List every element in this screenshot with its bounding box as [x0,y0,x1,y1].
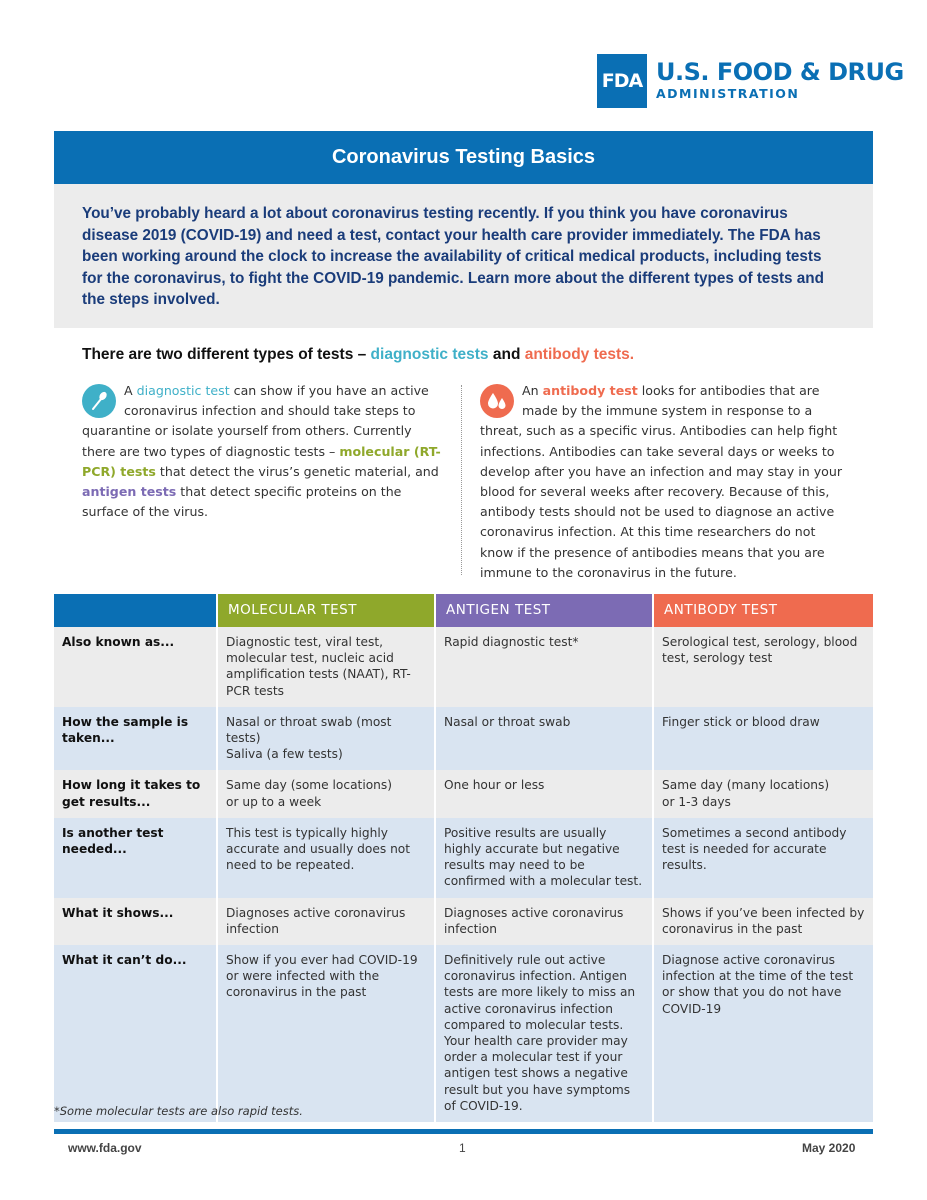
antibody-text-2: looks for antibodies that are made by the immune system in response to a threat, such as a specific virus. Antibodies can help fight infections. Antibodies can take several days or weeks to develop after you have an infection and may stay in your blood for several weeks after recovery. Because of this, antibody tests should not be used to diagnose an active coronavirus infection. At this time researchers do not know if the presence of antibodies means that you are immune to the coronavirus in the future. [480,383,843,580]
diagnostic-test-description [82,381,444,522]
fda-logo [597,54,904,108]
table-row [54,898,873,945]
title-bar [54,131,873,184]
antigen-cell: Positive results are usually highly accurate but negative results may need to be confirmed with a molecular test. [435,818,653,898]
diagnostic-text-2: can show if you have an active coronavirus infection and should take steps to quarantine or isolate yourself from others. Currently there are two types of diagnostic tests – [82,383,429,459]
antigen-cell: Nasal or throat swab [435,707,653,771]
row-label: How long it takes to get results... [54,770,217,817]
heading-text-before: There are two different types of tests – [82,346,371,363]
page-title: Coronavirus Testing Basics [331,146,596,168]
diagnostic-text-3: that detect the virus’s genetic material, and [155,463,439,479]
footer-date: May 2020 [802,1141,856,1155]
table-header-antibody: ANTIBODY TEST [653,594,873,627]
antigen-cell: Rapid diagnostic test* [435,627,653,707]
table-header-antigen: ANTIGEN TEST [435,594,653,627]
row-label: Is another test needed... [54,818,217,898]
footer-bar [54,1129,873,1134]
molecular-cell: Diagnoses active coronavirus infection [217,898,435,945]
diagnostic-text-1: A [124,383,137,398]
column-divider [461,385,462,575]
antibody-cell: Same day (many locations) or 1-3 days [653,770,873,817]
row-label: How the sample is taken... [54,707,217,771]
molecular-term: molecular (RT-PCR) tests [82,443,441,479]
antibody-cell: Shows if you’ve been infected by coronavirus in the past [653,898,873,945]
fda-logo-text [656,59,904,103]
intro-box [54,184,873,328]
antibody-cell: Sometimes a second antibody test is needed for accurate results. [653,818,873,898]
molecular-cell: This test is typically highly accurate and usually does not need to be repeated. [217,818,435,898]
antibody-text-1: An [522,383,543,398]
diagnostic-text-4: that detect specific proteins on the surface of the virus. [82,484,402,520]
diagnostic-term: diagnostic test [136,383,230,398]
antibody-cell: Serological test, serology, blood test, serology test [653,627,873,707]
molecular-cell: Same day (some locations) or up to a week [217,770,435,817]
table-row [54,945,873,1122]
antigen-cell: Definitively rule out active coronavirus infection. Antigen tests are more likely to miss an active coronavirus infection compared to molecular tests. Your health care provider may order a molecular test if your antigen test shows a negative result but you have symptoms of COVID-19. [435,945,653,1122]
row-label: What it can’t do... [54,945,217,1122]
row-label: Also known as... [54,627,217,707]
molecular-cell: Show if you ever had COVID-19 or were infected with the coronavirus in the past [217,945,435,1122]
heading-antibody-term: antibody tests. [524,346,635,363]
fda-logo-line2: ADMINISTRATION [656,86,800,101]
test-comparison-table [54,594,873,1122]
fda-logo-line1: U.S. FOOD & DRUG [656,58,904,86]
intro-text: You’ve probably heard a lot about coronavirus testing recently. If you think you have coronavirus disease 2019 (COVID-19) and need a test, contact your health care provider immediately. The FDA has been working around the clock to increase the availability of critical medical products, including tests for the coronavirus, to fight the COVID-19 pandemic. Learn more about the different types of tests and the steps involved. [82,205,824,309]
antibody-test-description [480,381,852,583]
footer-website-link[interactable]: www.fda.gov [68,1141,142,1155]
footer-page-number: 1 [459,1141,466,1155]
molecular-cell: Diagnostic test, viral test, molecular test, nucleic acid amplification tests (NAAT), RT-PCR tests [217,627,435,707]
antigen-cell: Diagnoses active coronavirus infection [435,898,653,945]
table-row [54,770,873,817]
table-header-row [54,594,873,627]
swab-icon [82,384,116,418]
blood-drops-icon [480,384,514,418]
heading-diagnostic-term: diagnostic tests [370,346,489,363]
table-header-blank [54,594,217,627]
row-label: What it shows... [54,898,217,945]
antibody-cell: Diagnose active coronavirus infection at the time of the test or show that you do not have COVID-19 [653,945,873,1122]
antibody-term: antibody test [542,383,638,398]
antigen-cell: One hour or less [435,770,653,817]
footnote: *Some molecular tests are also rapid tests. [54,1104,303,1118]
table-row [54,818,873,898]
table-row [54,627,873,707]
fda-logo-mark: FDA [597,54,647,108]
test-types-heading [82,346,634,364]
table-header-molecular: MOLECULAR TEST [217,594,435,627]
antigen-term: antigen tests [82,484,177,500]
heading-text-and: and [488,346,525,363]
antibody-cell: Finger stick or blood draw [653,707,873,771]
molecular-cell: Nasal or throat swab (most tests) Saliva (a few tests) [217,707,435,771]
table-row [54,707,873,771]
